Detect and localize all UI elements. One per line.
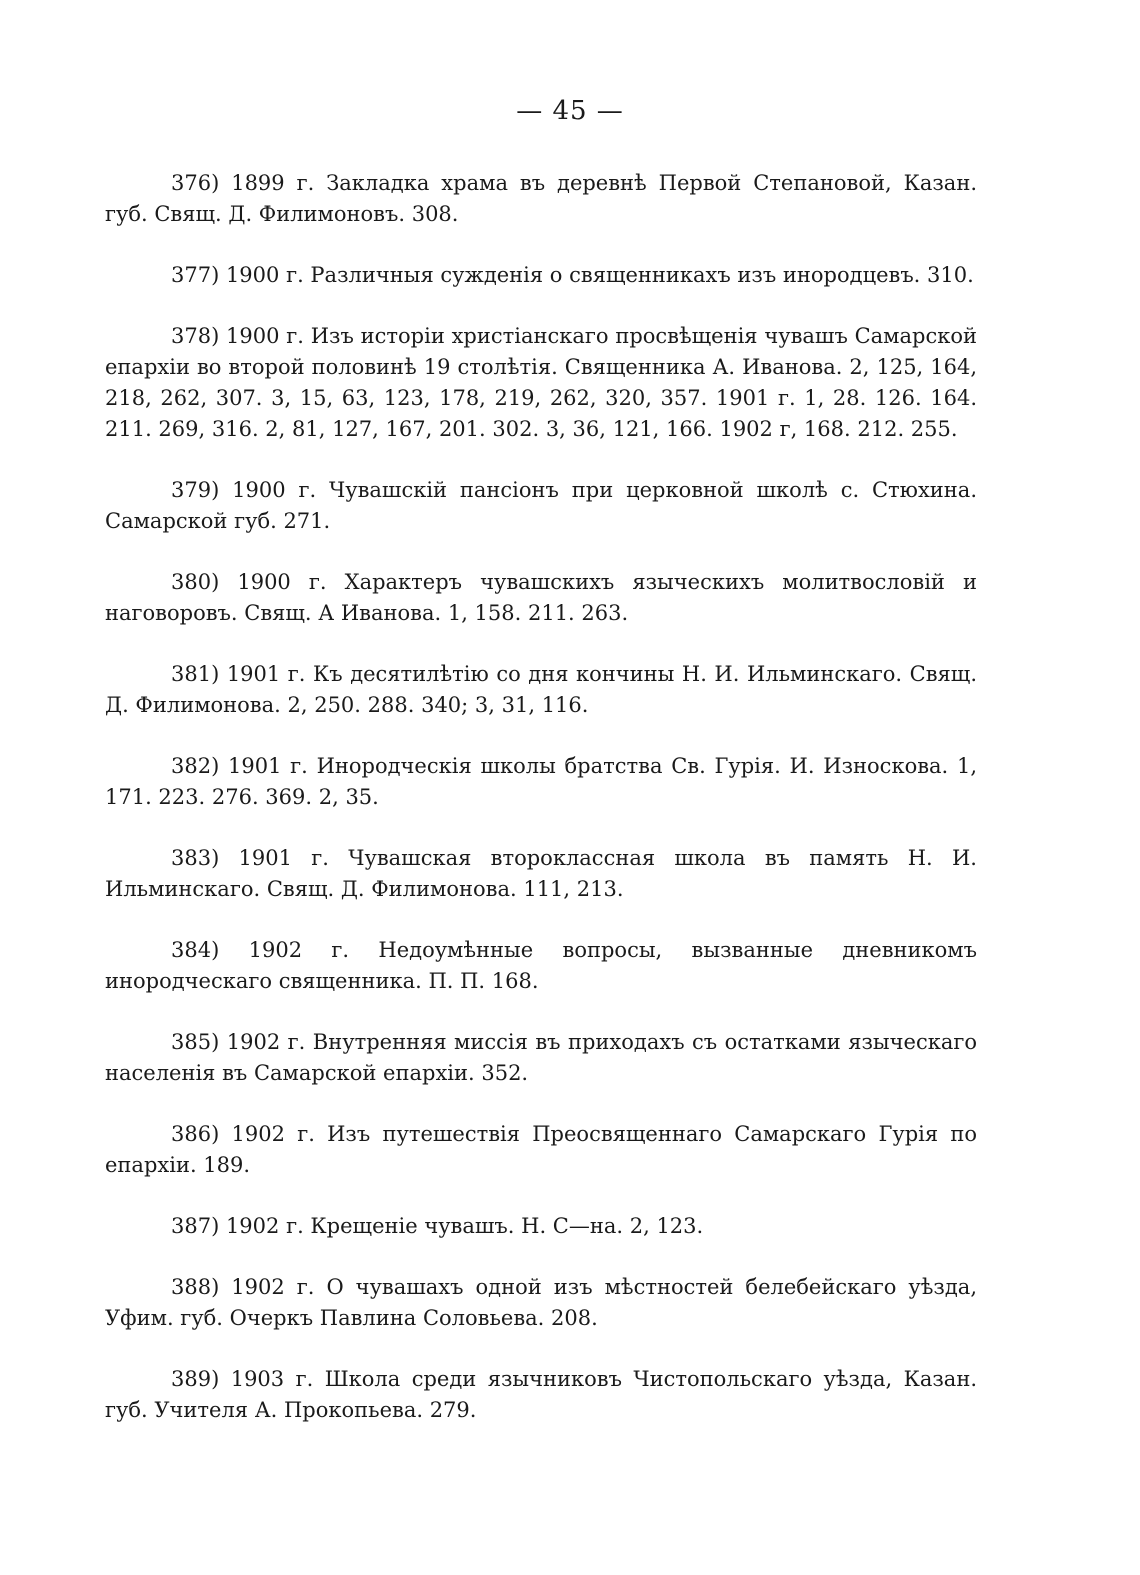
page-number: — 45 — xyxy=(516,96,624,126)
list-item: 379) 1900 г. Чувашскій пансіонъ при церковной школѣ с. Стюхина. Самарской губ. 271. xyxy=(105,478,977,533)
list-item: 378) 1900 г. Изъ исторіи христіанскаго просвѣщенія чувашъ Самарской епархіи во второй половинѣ 19 столѣтія. Священника А. Иванова. 2, 125, 164, 218, 262, 307. 3, 15, 63, 123, 178, 219, 262, 320, 357. 1901 г. 1, 28. 126. 164. 211. 269, 316. 2, 81, 127, 167, 201. 302. 3, 36, 121, 166. 1902 г, 168. 212. 255. xyxy=(105,324,977,441)
list-item: 384) 1902 г. Недоумѣнные вопросы, вызванные дневникомъ инородческаго священника. П. П. 168. xyxy=(105,938,977,993)
bibliography-list xyxy=(105,168,977,1456)
list-item: 385) 1902 г. Внутренняя миссія въ приходахъ съ остатками языческаго населенія въ Самарской епархіи. 352. xyxy=(105,1030,977,1085)
list-item: 389) 1903 г. Школа среди язычниковъ Чистопольскаго уѣзда, Казан. губ. Учителя А. Прокопьева. 279. xyxy=(105,1367,977,1422)
list-item: 377) 1900 г. Различныя сужденія о священникахъ изъ инородцевъ. 310. xyxy=(171,263,974,287)
list-item: 388) 1902 г. О чувашахъ одной изъ мѣстностей белебейскаго уѣзда, Уфим. губ. Очеркъ Павлина Соловьева. 208. xyxy=(105,1275,977,1330)
list-item: 376) 1899 г. Закладка храма въ деревнѣ Первой Степановой, Казан. губ. Свящ. Д. Филимоновъ. 308. xyxy=(105,171,977,226)
list-item: 387) 1902 г. Крещеніе чувашъ. Н. С—на. 2, 123. xyxy=(171,1214,704,1238)
list-item: 382) 1901 г. Инородческія школы братства Св. Гурія. И. Износкова. 1, 171. 223. 276. 369. 2, 35. xyxy=(105,754,977,809)
list-item: 380) 1900 г. Характеръ чувашскихъ языческихъ молитвословій и наговоровъ. Свящ. А Иванова. 1, 158. 211. 263. xyxy=(105,570,977,625)
list-item: 386) 1902 г. Изъ путешествія Преосвященнаго Самарскаго Гурія по епархіи. 189. xyxy=(105,1122,977,1177)
list-item: 381) 1901 г. Къ десятилѣтію со дня кончины Н. И. Ильминскаго. Свящ. Д. Филимонова. 2, 250. 288. 340; 3, 31, 116. xyxy=(105,662,977,717)
list-item: 383) 1901 г. Чувашская второклассная школа въ память Н. И. Ильминскаго. Свящ. Д. Филимонова. 111, 213. xyxy=(105,846,977,901)
